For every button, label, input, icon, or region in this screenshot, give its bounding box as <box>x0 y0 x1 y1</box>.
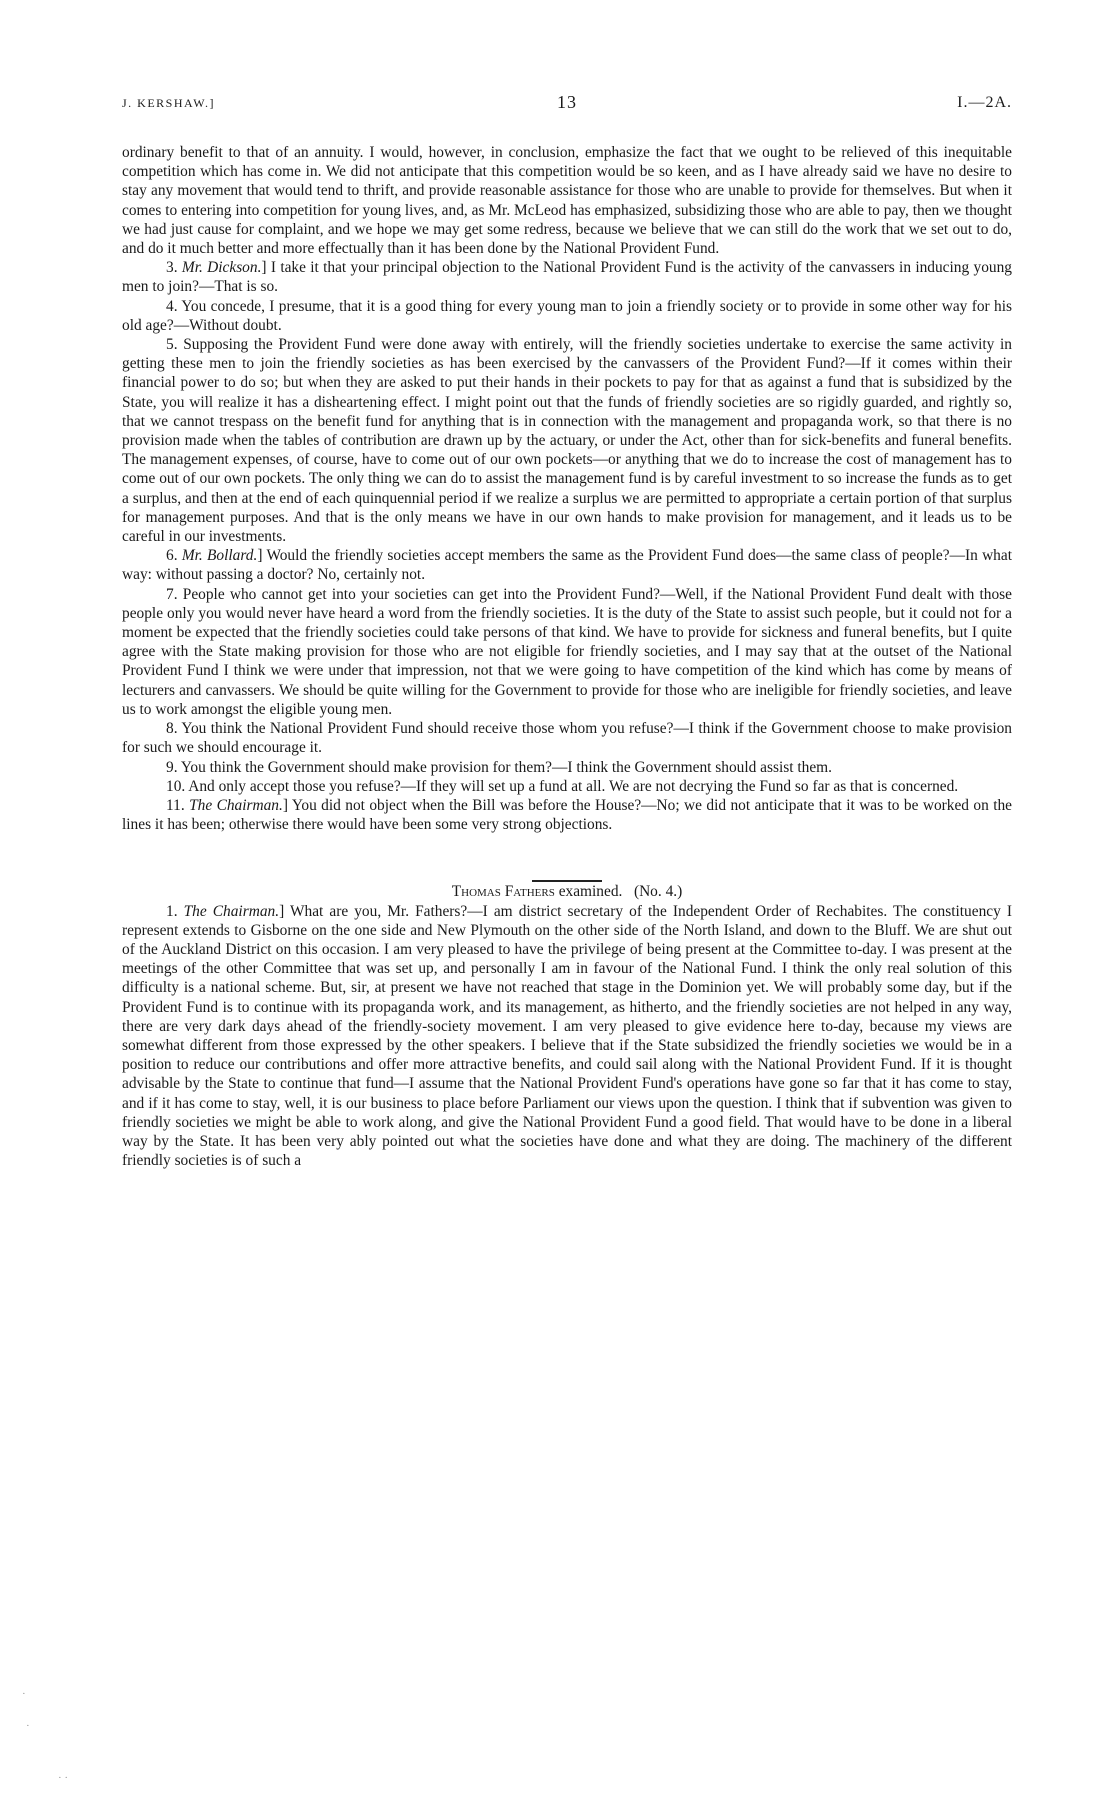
speaker-name: Mr. Dickson. <box>181 259 262 277</box>
question-8: 8. You think the National Provident Fund should receive those whom you refuse?—I think if the Government choose to make provision for such we should encourage it. <box>122 720 1013 757</box>
question-6: 6. Mr. Bollard.] Would the friendly societies accept members the same as the Provident Fund does—the same class of people?—In what way: without passing a doctor? No, certainly not. <box>122 547 1012 584</box>
question-5: 5. Supposing the Provident Fund were done away with entirely, will the friendly societies undertake to exercise the same activity in getting these men to join the friendly societies as has been exercised by the canvassers of the Provident Fund?—If it comes within their financial power to do so; but when they are asked to put their hands in their pockets to pay for that as against a fund that is subsidized by the State, you will realize it has a disheartening effect. I might point out that the funds of friendly societies are so rigidly guarded, and rightly so, that we cannot trespass on the benefit fund for anything that is in connection with the management and propaganda work, so that there is no provision made when the tables of contribution are drawn up by the actuary, or under the Act, other than for sick-benefits and funeral benefits. The management expenses, of course, have to come out of our own pockets—or anything that we do to increase the cost of management has to come out of our own pockets. The only thing we can do to assist the management fund is by careful investment to so increase the funds as to get a surplus, and then at the end of each quinquennial period if we realize a surplus we are permitted to appropriate a certain portion of that surplus for management purposes. And that is the only means we have in our own hands to make provision for management, and it leads us to be careful in our investments. <box>122 336 1012 546</box>
speaker-name: Mr. Bollard. <box>181 547 258 565</box>
paper-reference: I.—2A. <box>957 94 1012 111</box>
witness-name: Thomas Fathers <box>451 883 555 901</box>
page-body <box>122 143 1012 1170</box>
scan-artifact: · <box>26 1720 30 1732</box>
speaker-name: The Chairman. <box>189 796 283 814</box>
page-number: 13 <box>557 92 577 112</box>
question-7: 7. People who cannot get into your societies can get into the Provident Fund?—Well, if the National Provident Fund dealt with those people only you would never have heard a word from the friendly societies. It is the duty of the State to assist such people, but it could not for a moment be expected that the friendly societies could take persons of that kind. We have to provide for sickness and funeral benefits, but I quite agree with the State making provision for those who are not eligible for friendly societies, and I may say that at the outset of the National Provident Fund I think we were under that impression, not that we were going to have competition of the kind which has come by means of lecturers and canvassers. We should be quite willing for the Government to provide for those who are ineligible for friendly societies, and leave us to work amongst the eligible young men. <box>122 585 1012 718</box>
section-heading: Thomas Fathers examined. (No. 4.) <box>451 883 683 901</box>
question-9: 9. You think the Government should make provision for them?—I think the Government should assist them. <box>166 758 833 776</box>
question-10: 10. And only accept those you refuse?—If they will set up a fund at all. We are not decrying the Fund so far as that is concerned. <box>166 777 959 795</box>
header-witness: J. KERSHAW.] <box>122 96 215 110</box>
question-11: 11. The Chairman.] You did not object when the Bill was before the House?—No; we did not anticipate that it was to be worked on the lines it has been; otherwise there would have been some very strong objections. <box>122 796 1012 834</box>
question-3: 3. Mr. Dickson.] I take it that your principal objection to the National Provident Fund is the activity of the canvassers in inducing young men to join?—That is so. <box>122 259 1012 296</box>
page-header <box>122 92 1012 116</box>
question-4: 4. You concede, I presume, that it is a good thing for every young man to join a friendly society or to provide in some other way for his old age?—Without doubt. <box>122 297 1012 334</box>
scan-artifact: · · <box>58 1772 69 1784</box>
section-question-1: 1. The Chairman.] What are you, Mr. Fathers?—I am district secretary of the Independent Order of Rechabites. The constituency I represent extends to Gisborne on the one side and New Plymouth on the other side of the North Island, and down to the Bluff. We are shut out of the Auckland District on this occasion. I am very pleased to have the privilege of being present at the Committee to-day. I was present at the meetings of the other Committee that was set up, and personally I am in favour of the National Fund. I think the only real solution of this difficulty is a national scheme. But, sir, at present we have not reached that stage in the Dominion yet. We will probably some day, but if the Provident Fund is to continue with its propaganda work, and its management, as hitherto, and the friendly societies are not helped in any way, there are very dark days ahead of the friendly-society movement. I am very pleased to give evidence here to-day, because my views are somewhat different from those expressed by the other speakers. I believe that if the State subsidized the friendly societies we would be in a position to reduce our contributions and offer more attractive benefits, and could sail along with the National Provident Fund. If it is thought advisable by the State to continue that fund—I assume that the National Provident Fund's operations have gone so far that it has come to stay, and if it has come to stay, well, it is our business to place before Parliament our views upon the question. I think that if subvention was given to friendly societies we might be able to work along, and give the National Provident Fund a good field. That would have to be done in a liberal way by the State. It has been very ably pointed out what the societies have done and what they are doing. The machinery of the different friendly societies is of such a <box>122 902 1012 1170</box>
paragraph-continued: ordinary benefit to that of an annuity. I would, however, in conclusion, emphasize the fact that we ought to be relieved of this inequitable competition which has come in. We did not anticipate that this competition would be so keen, and as I have already said we have no desire to stay any movement that would tend to thrift, and provide reasonable assistance for those who are unable to provide for themselves. But when it comes to entering into competition for young lives, and, as Mr. McLeod has emphasized, subsidizing those who are able to pay, then we thought we had just cause for complaint, and we hope we may get some redress, because we believe that we can still do the work that we set out to do, and do it much better and more effectually than it has been done by the National Provident Fund. <box>122 144 1012 258</box>
speaker-name: The Chairman. <box>183 902 280 920</box>
scan-artifact: · <box>22 1688 26 1700</box>
